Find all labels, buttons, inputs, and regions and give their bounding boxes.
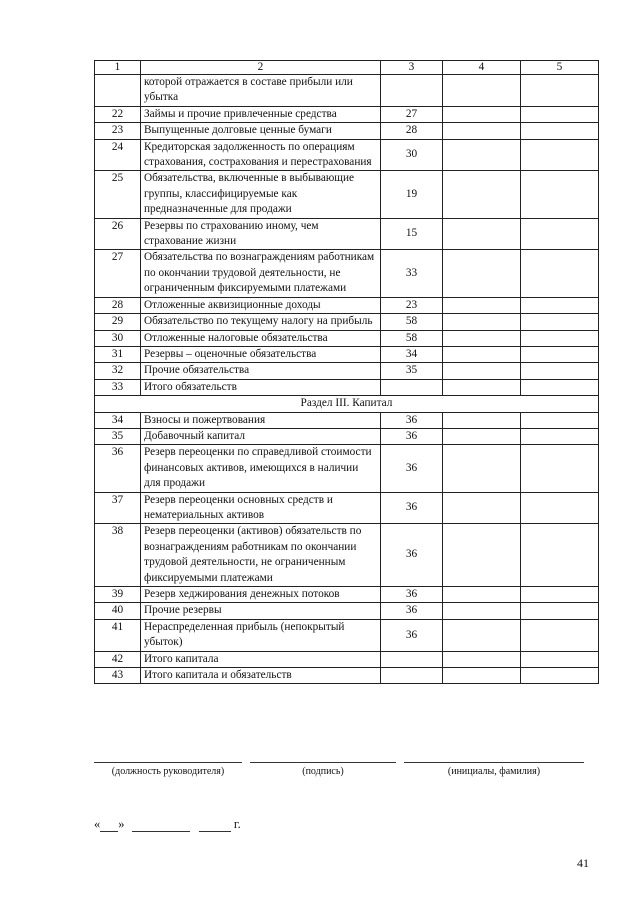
- row-value-4: [443, 603, 521, 619]
- table-row: [95, 428, 599, 444]
- row-name: Прочие обязательства: [141, 363, 381, 379]
- row-value-4: [443, 297, 521, 313]
- row-value-4: [443, 106, 521, 122]
- row-value-4: [443, 330, 521, 346]
- row-value-5: [521, 412, 599, 428]
- table-row: [95, 379, 599, 395]
- row-value-4: [443, 218, 521, 250]
- row-value-5: [521, 651, 599, 667]
- row-value-4: [443, 346, 521, 362]
- row-number: 30: [95, 330, 141, 346]
- signature-line-initials: [404, 762, 584, 763]
- row-note: [381, 668, 443, 684]
- row-value-4: [443, 139, 521, 171]
- row-note: 36: [381, 619, 443, 651]
- table-row: [95, 363, 599, 379]
- row-value-4: [443, 619, 521, 651]
- row-name: Нераспределенная прибыль (непокрытый убыток): [141, 619, 381, 651]
- row-value-4: [443, 171, 521, 218]
- table-row: [95, 412, 599, 428]
- row-name: Резерв переоценки основных средств и нематериальных активов: [141, 492, 381, 524]
- row-value-5: [521, 314, 599, 330]
- row-number: 32: [95, 363, 141, 379]
- row-name: которой отражается в составе прибыли или убытка: [141, 75, 381, 107]
- section-row: [95, 396, 599, 412]
- table-row: [95, 75, 599, 107]
- row-number: 24: [95, 139, 141, 171]
- table-row: [95, 123, 599, 139]
- row-name: Резервы – оценочные обязательства: [141, 346, 381, 362]
- table-row: [95, 346, 599, 362]
- row-name: Резерв хеджирования денежных потоков: [141, 587, 381, 603]
- table-row: [95, 330, 599, 346]
- row-value-4: [443, 428, 521, 444]
- row-name: Займы и прочие привлеченные средства: [141, 106, 381, 122]
- month-blank: [132, 819, 190, 832]
- header-cell: 2: [141, 61, 381, 75]
- row-value-5: [521, 139, 599, 171]
- row-name: Добавочный капитал: [141, 428, 381, 444]
- row-number: 42: [95, 651, 141, 667]
- row-note: 30: [381, 139, 443, 171]
- row-name: Прочие резервы: [141, 603, 381, 619]
- row-name: Резерв переоценки по справедливой стоимости финансовых активов, имеющихся в наличии для продажи: [141, 445, 381, 492]
- row-note: 19: [381, 171, 443, 218]
- row-value-4: [443, 379, 521, 395]
- row-value-5: [521, 603, 599, 619]
- row-note: [381, 75, 443, 107]
- row-number: 39: [95, 587, 141, 603]
- row-number: 35: [95, 428, 141, 444]
- row-value-5: [521, 123, 599, 139]
- row-number: 34: [95, 412, 141, 428]
- row-number: 43: [95, 668, 141, 684]
- row-value-5: [521, 445, 599, 492]
- row-value-4: [443, 492, 521, 524]
- row-note: [381, 379, 443, 395]
- row-name: Резервы по страхованию иному, чем страхование жизни: [141, 218, 381, 250]
- row-number: 26: [95, 218, 141, 250]
- row-number: 23: [95, 123, 141, 139]
- row-value-5: [521, 75, 599, 107]
- signature-label: (подпись): [302, 766, 344, 777]
- header-cell: 3: [381, 61, 443, 75]
- row-number: 41: [95, 619, 141, 651]
- row-number: 33: [95, 379, 141, 395]
- row-number: 27: [95, 250, 141, 297]
- row-value-5: [521, 250, 599, 297]
- header-cell: 5: [521, 61, 599, 75]
- row-name: Отложенные аквизиционные доходы: [141, 297, 381, 313]
- table-row: [95, 524, 599, 587]
- row-number: 29: [95, 314, 141, 330]
- row-note: 36: [381, 412, 443, 428]
- table-row: [95, 171, 599, 218]
- row-value-5: [521, 524, 599, 587]
- row-value-5: [521, 379, 599, 395]
- row-number: 25: [95, 171, 141, 218]
- position-label: (должность руководителя): [111, 766, 225, 777]
- row-name: Взносы и пожертвования: [141, 412, 381, 428]
- row-note: 15: [381, 218, 443, 250]
- table-row: [95, 106, 599, 122]
- open-quote: «: [94, 817, 101, 831]
- row-value-5: [521, 492, 599, 524]
- row-note: 23: [381, 297, 443, 313]
- row-value-4: [443, 314, 521, 330]
- row-value-5: [521, 171, 599, 218]
- close-quote: »: [118, 817, 125, 831]
- table-row: [95, 651, 599, 667]
- row-note: 36: [381, 445, 443, 492]
- header-cell: 1: [95, 61, 141, 75]
- table-row: [95, 668, 599, 684]
- row-number: 28: [95, 297, 141, 313]
- row-note: 28: [381, 123, 443, 139]
- row-name: Итого обязательств: [141, 379, 381, 395]
- row-value-5: [521, 106, 599, 122]
- table-row: [95, 587, 599, 603]
- row-value-4: [443, 123, 521, 139]
- row-number: 37: [95, 492, 141, 524]
- row-value-5: [521, 346, 599, 362]
- table-row: [95, 492, 599, 524]
- row-value-5: [521, 218, 599, 250]
- table-row: [95, 139, 599, 171]
- row-name: Резерв переоценки (активов) обязательств по вознаграждениям работникам по окончании трудовой деятельности, не ограниченным фиксируемыми платежами: [141, 524, 381, 587]
- table-row: [95, 250, 599, 297]
- row-note: 36: [381, 603, 443, 619]
- row-value-4: [443, 445, 521, 492]
- signature-line-position: [94, 762, 242, 763]
- row-number: 38: [95, 524, 141, 587]
- header-cell: 4: [443, 61, 521, 75]
- row-note: 34: [381, 346, 443, 362]
- table-row: [95, 603, 599, 619]
- table-row: [95, 297, 599, 313]
- row-value-5: [521, 428, 599, 444]
- row-name: Обязательства, включенные в выбывающие группы, классифицируемые как предназначенные для продажи: [141, 171, 381, 218]
- row-name: Кредиторская задолженность по операциям страхования, сострахования и перестрахования: [141, 139, 381, 171]
- year-blank: [199, 819, 231, 832]
- balance-table: [94, 60, 599, 684]
- row-value-4: [443, 75, 521, 107]
- row-name: Выпущенные долговые ценные бумаги: [141, 123, 381, 139]
- row-note: 58: [381, 314, 443, 330]
- date-line: [94, 817, 241, 832]
- row-name: Обязательство по текущему налогу на прибыль: [141, 314, 381, 330]
- row-value-4: [443, 250, 521, 297]
- row-value-5: [521, 297, 599, 313]
- section-title: Раздел III. Капитал: [95, 396, 599, 412]
- row-number: 22: [95, 106, 141, 122]
- row-note: [381, 651, 443, 667]
- row-note: 36: [381, 587, 443, 603]
- row-value-5: [521, 668, 599, 684]
- signature-line-signature: [250, 762, 396, 763]
- row-value-4: [443, 587, 521, 603]
- row-name: Итого капитала и обязательств: [141, 668, 381, 684]
- table-row: [95, 445, 599, 492]
- row-note: 36: [381, 524, 443, 587]
- header-row: [95, 61, 599, 75]
- row-name: Отложенные налоговые обязательства: [141, 330, 381, 346]
- row-number: 40: [95, 603, 141, 619]
- table-row: [95, 314, 599, 330]
- year-suffix: г.: [233, 817, 241, 831]
- row-name: Итого капитала: [141, 651, 381, 667]
- row-note: 35: [381, 363, 443, 379]
- row-note: 27: [381, 106, 443, 122]
- day-blank: [100, 819, 118, 832]
- row-value-5: [521, 587, 599, 603]
- row-value-4: [443, 668, 521, 684]
- row-note: 36: [381, 492, 443, 524]
- row-note: 58: [381, 330, 443, 346]
- row-name: Обязательства по вознаграждениям работникам по окончании трудовой деятельности, не ограниченным фиксируемыми платежами: [141, 250, 381, 297]
- row-value-4: [443, 412, 521, 428]
- initials-label: (инициалы, фамилия): [447, 766, 541, 777]
- page-number: 41: [577, 856, 589, 870]
- row-value-5: [521, 330, 599, 346]
- row-value-4: [443, 651, 521, 667]
- row-value-5: [521, 363, 599, 379]
- row-value-4: [443, 524, 521, 587]
- row-note: 36: [381, 428, 443, 444]
- row-number: [95, 75, 141, 107]
- row-number: 31: [95, 346, 141, 362]
- table-row: [95, 619, 599, 651]
- row-note: 33: [381, 250, 443, 297]
- row-number: 36: [95, 445, 141, 492]
- table-row: [95, 218, 599, 250]
- row-value-5: [521, 619, 599, 651]
- row-value-4: [443, 363, 521, 379]
